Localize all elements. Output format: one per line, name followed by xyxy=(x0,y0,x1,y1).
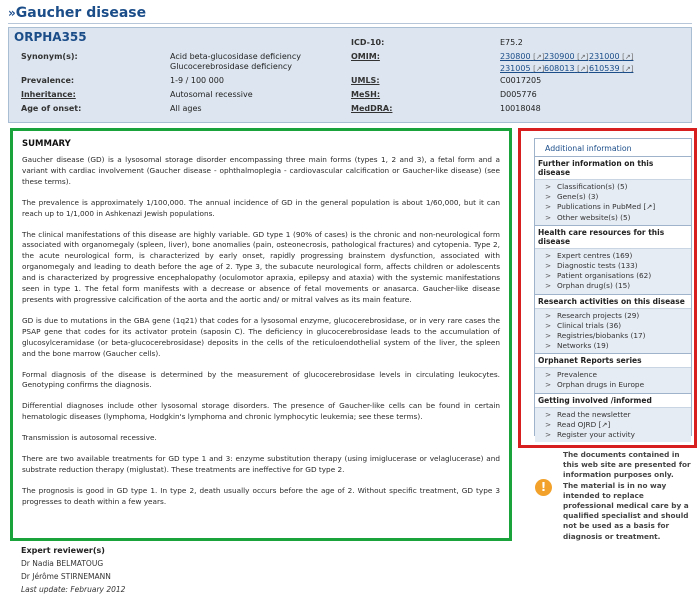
chevron-right-icon: > xyxy=(545,260,552,270)
expert-reviewers xyxy=(21,546,125,594)
link-expert-centres[interactable]: > Expert centres (169) xyxy=(545,250,633,260)
icd10-value: E75.2 xyxy=(500,38,523,47)
link-diagnostic-tests[interactable]: > Diagnostic tests (133) xyxy=(545,260,638,270)
chevron-right-icon: > xyxy=(545,430,552,439)
link-ojrd[interactable]: > Read OJRD [↗] xyxy=(545,419,611,429)
last-update: Last update: February 2012 xyxy=(21,585,126,594)
external-link-icon: [↗] xyxy=(533,53,545,61)
summary-paragraph: The clinical manifestations of this disease are highly variable. GD type 1 (90% of cases) is the chronic and non-neurological form associated with organomegaly (spleen, liver), bone anomalies (pain, osteonecrosis, pathological fractures) and cytopenia. Type 2, the acute neurological form, is characterized by early onset, rapidly progressing brainstem dysfunction, associated with organomegaly and leading to death before the age of 2. Type 3, the subacute neurological form, affects children or adolescents and is characterized by progressive encephalopathy (oculomotor apraxia, epilepsy and ataxia) with the systemic manifestations seen in type 1. The fetal form manifests with a decrease or absence of fetal movements or anasarca. Gaucher-like disease presents with progressive calcification of the aorta and the aortic and/ or mitral valves as its main feature. xyxy=(22,229,500,304)
chevron-right-icon: > xyxy=(545,419,552,429)
section-body xyxy=(535,249,691,294)
synonym-value: Acid beta-glucosidase deficiency xyxy=(170,52,301,61)
orpha-code: ORPHA355 xyxy=(14,30,87,44)
omim-link-230900[interactable]: 230900 [↗] xyxy=(544,52,589,61)
link-orphan-drugs[interactable]: > Orphan drug(s) (15) xyxy=(545,281,631,291)
link-other-websites[interactable]: > Other website(s) (5) xyxy=(545,212,631,222)
additional-info-title: Additional information xyxy=(545,144,632,153)
section-body xyxy=(535,408,691,443)
meddra-link[interactable]: MedDRA: xyxy=(351,104,393,113)
omim-link-231005[interactable]: 231005 [↗] xyxy=(500,64,545,73)
prevalence-label: Prevalence: xyxy=(21,76,75,85)
title-divider xyxy=(8,23,692,24)
link-research-projects[interactable]: > Research projects (29) xyxy=(545,310,640,320)
section-body xyxy=(535,180,691,225)
chevron-right-icon: > xyxy=(545,192,552,202)
disclaimer-text: The documents contained in this web site are presented for information purposes only. The material is in no way intended to replace professional medical care by a qualified specialist and should not be used as a basis for diagnosis or treatment. xyxy=(563,450,691,541)
synonyms-label: Synonym(s): xyxy=(21,52,78,61)
inheritance-value: Autosomal recessive xyxy=(170,90,253,99)
chevron-right-icon: > xyxy=(545,250,552,260)
external-link-icon: [↗] xyxy=(577,65,589,73)
summary-paragraph: There are two available treatments for GD type 1 and 3: enzyme substitution therapy (using imiglucerase or velaglucerase) and substrate reduction therapy (miglustat). These treatments are ineffective for GD type 2. xyxy=(22,454,500,474)
mesh-link[interactable]: MeSH: xyxy=(351,90,381,99)
summary-paragraph: The prognosis is good in GD type 1. In type 2, death usually occurs before the age of 2. Without specific treatment, GD type 3 progresses to death within a few years. xyxy=(22,485,500,506)
chevron-right-icon: > xyxy=(545,330,552,340)
omim-link-608013[interactable]: 608013 [↗] xyxy=(544,64,589,73)
link-newsletter[interactable]: > Read the newsletter xyxy=(545,409,631,419)
icd10-label: ICD-10: xyxy=(351,38,385,47)
age-of-onset-value: All ages xyxy=(170,104,202,113)
section-further-information: Further information on this disease xyxy=(535,156,691,180)
link-genes[interactable]: > Gene(s) (3) xyxy=(545,192,599,202)
chevron-right-icon: > xyxy=(545,320,552,330)
umls-link[interactable]: UMLS: xyxy=(351,76,380,85)
link-networks[interactable]: > Networks (19) xyxy=(545,341,609,351)
section-health-care-resources: Health care resources for this disease xyxy=(535,225,691,249)
omim-link[interactable]: OMIM: xyxy=(351,52,380,61)
additional-info-panel xyxy=(534,138,692,439)
link-clinical-trials[interactable]: > Clinical trials (36) xyxy=(545,320,622,330)
reviewer-name: Dr Jérôme STIRNEMANN xyxy=(21,572,111,581)
section-orphanet-reports: Orphanet Reports series xyxy=(535,353,691,368)
section-body xyxy=(535,368,691,392)
chevron-right-icon: > xyxy=(545,380,552,390)
inheritance-link[interactable]: Inheritance: xyxy=(21,90,76,99)
page-title xyxy=(8,3,146,23)
reviewer-name: Dr Nadia BELMATOUG xyxy=(21,559,104,568)
page-title-text: Gaucher disease xyxy=(15,5,147,21)
section-research-activities: Research activities on this disease xyxy=(535,294,691,309)
meddra-value: 10018048 xyxy=(500,104,541,113)
omim-link-230800[interactable]: 230800 [↗] xyxy=(500,52,545,61)
external-link-icon: [↗] xyxy=(622,65,634,73)
section-getting-involved: Getting involved /informed xyxy=(535,393,691,408)
umls-value: C0017205 xyxy=(500,76,542,85)
chevron-right-icon: > xyxy=(545,202,552,212)
chevron-right-icon: > xyxy=(545,341,552,351)
omim-link-231000[interactable]: 231000 [↗] xyxy=(589,52,634,61)
summary-paragraph: The prevalence is approximately 1/100,000. The annual incidence of GD in the general population is about 1/60,000, but it can reach up to 1/1,000 in Ashkenazi Jewish populations. xyxy=(22,197,500,218)
external-link-icon: [↗] xyxy=(577,53,589,61)
title-arrows-icon: » xyxy=(8,6,13,20)
link-patient-organisations[interactable]: > Patient organisations (62) xyxy=(545,271,652,281)
link-register-activity[interactable]: > Register your activity xyxy=(545,430,635,439)
summary-heading: SUMMARY xyxy=(22,139,71,149)
section-body xyxy=(535,309,691,354)
external-link-icon: [↗] xyxy=(622,53,634,61)
prevalence-value: 1-9 / 100 000 xyxy=(170,76,224,85)
link-prevalence-report[interactable]: > Prevalence xyxy=(545,370,598,380)
link-orphan-drugs-europe[interactable]: > Orphan drugs in Europe xyxy=(545,380,645,390)
chevron-right-icon: > xyxy=(545,182,552,191)
mesh-value: D005776 xyxy=(500,90,537,99)
chevron-right-icon: > xyxy=(545,310,552,320)
summary-panel xyxy=(10,128,512,541)
summary-paragraph: Formal diagnosis of the disease is determined by the measurement of glucocerebrosidase levels in circulating leukocytes. Genotyping confirms the diagnosis. xyxy=(22,369,500,390)
synonym-value: Glucocerebrosidase deficiency xyxy=(170,62,293,71)
warning-icon: ! xyxy=(535,479,552,496)
reviewers-heading: Expert reviewer(s) xyxy=(21,546,105,555)
chevron-right-icon: > xyxy=(545,212,552,222)
chevron-right-icon: > xyxy=(545,409,552,419)
summary-paragraph: GD is due to mutations in the GBA gene (1q21) that codes for a lysosomal enzyme, glucocerebrosidase, or in very rare cases the PSAP gene that codes for its activator protein (saposin C). The deficiency in glucocerebrosidase leads to the accumulation of glucosylceramidase (or beta-glucocerebrosidase) deposits in the cells of the reticuloendothelial system of the liver, the spleen and the bone marrow (Gaucher cells). xyxy=(22,315,500,358)
chevron-right-icon: > xyxy=(545,271,552,281)
summary-paragraph: Differential diagnoses include other lysosomal storage disorders. The presence of Gaucher-like cells can be found in certain hematologic diseases (lymphoma, Hodgkin's lymphoma and chronic lymphocytic leukemia; see these terms). xyxy=(22,401,500,422)
age-of-onset-label: Age of onset: xyxy=(21,104,82,113)
summary-paragraph: Gaucher disease (GD) is a lysosomal storage disorder encompassing three main forms (types 1, 2 and 3), a fetal form and a variant with cardiac involvement (Gaucher disease - ophthalmoplegia - cardiovascular calcification or Gaucher-like disease) (see these terms). xyxy=(22,155,500,186)
link-registries-biobanks[interactable]: > Registries/biobanks (17) xyxy=(545,330,646,340)
link-pubmed[interactable]: > Publications in PubMed [↗] xyxy=(545,202,656,212)
disease-info-box xyxy=(8,27,692,123)
chevron-right-icon: > xyxy=(545,281,552,291)
external-link-icon: [↗] xyxy=(533,65,545,73)
chevron-right-icon: > xyxy=(545,370,552,380)
link-classifications[interactable]: > Classification(s) (5) xyxy=(545,182,628,191)
omim-link-610539[interactable]: 610539 [↗] xyxy=(589,64,634,73)
summary-paragraph: Transmission is autosomal recessive. xyxy=(22,433,157,443)
